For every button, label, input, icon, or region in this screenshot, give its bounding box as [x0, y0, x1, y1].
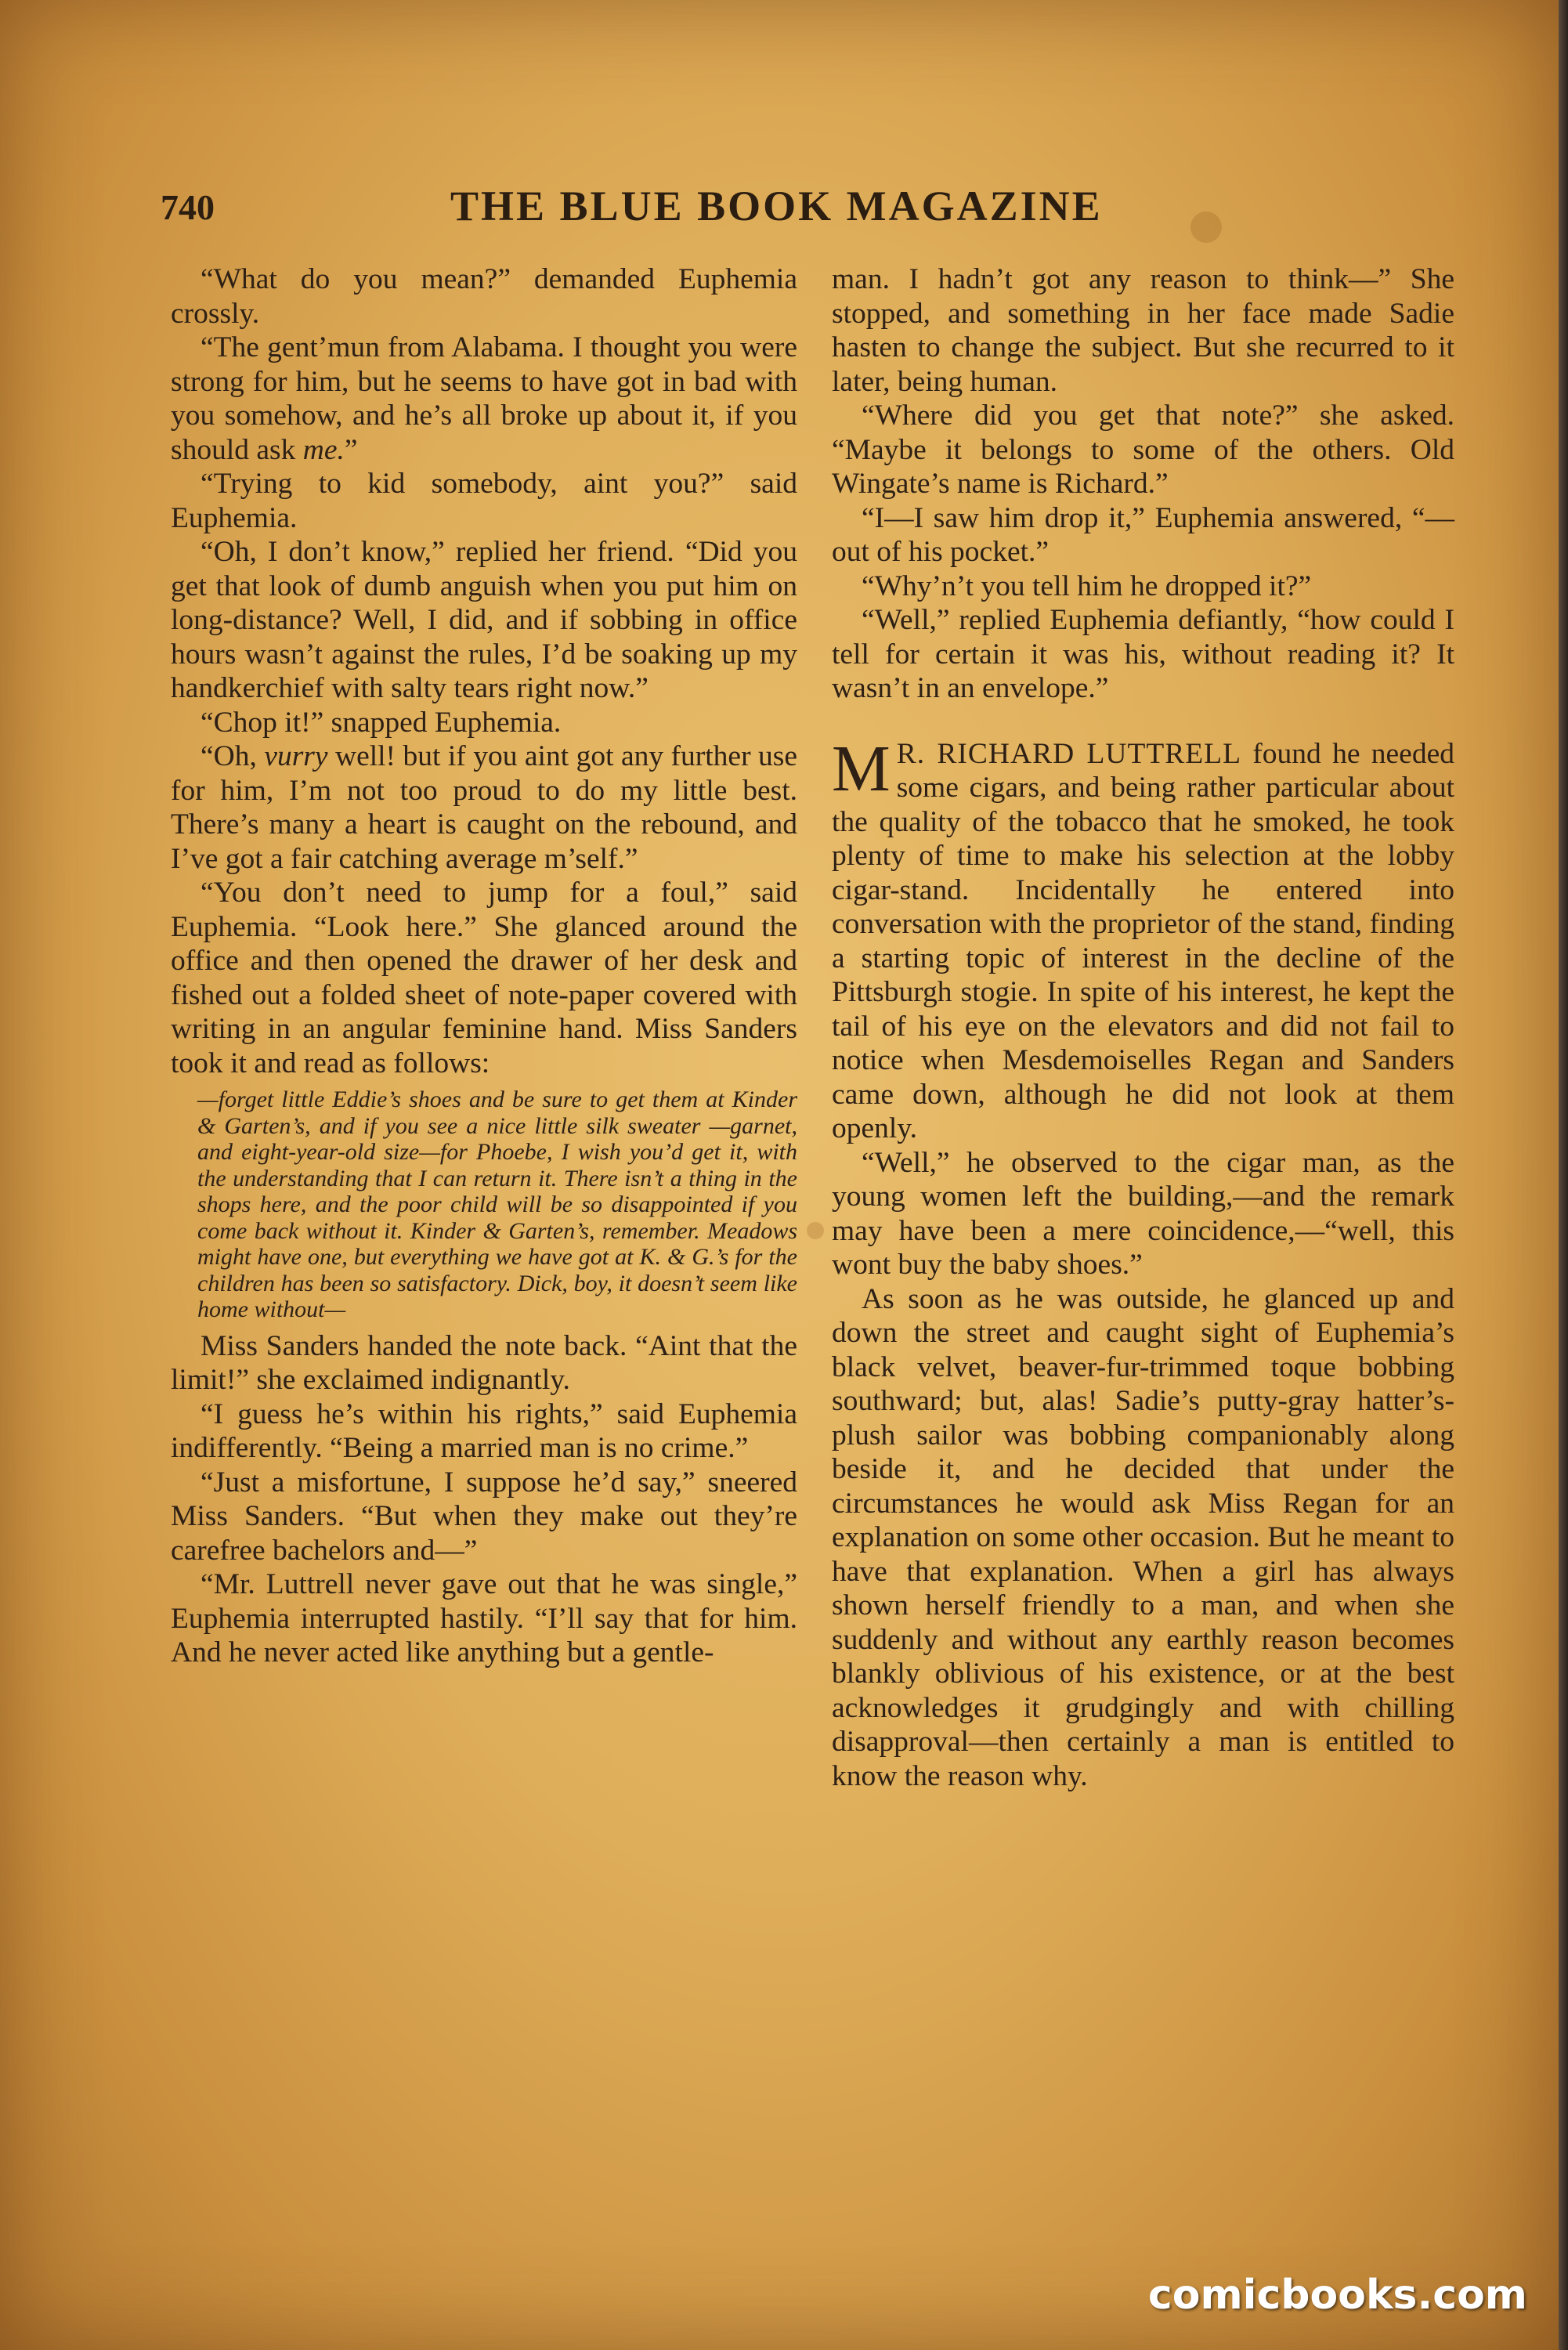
emphasis: vurry [264, 740, 328, 772]
paper-stain [807, 1222, 824, 1239]
paragraph: “I guess he’s within his rights,” said Euphemia indifferently. “Being a married man is no crime.” [171, 1397, 797, 1464]
section-opening-paragraph [832, 732, 1454, 1146]
right-column [832, 262, 1454, 1793]
paragraph [171, 739, 797, 876]
page-header [161, 179, 1445, 249]
drop-cap: M [832, 732, 891, 805]
paragraph: man. I hadn’t got any reason to think—” She stopped, and something in her face made Sadie hasten to change the subject. But she recurred to it later, being human. [832, 263, 1454, 398]
paragraph-text: “Oh, [201, 740, 265, 772]
running-title: THE BLUE BOOK MAGAZINE [450, 183, 1103, 230]
emphasis: me. [302, 433, 345, 466]
page-number: 740 [161, 187, 215, 227]
paragraph-text: “The gent’mun from Alabama. I thought you were strong for him, but he seems to have got in bad with you somehow, and he’s all broke up about it, if you should ask [171, 331, 797, 466]
paragraph: “Mr. Luttrell never gave out that he was single,” Euphemia interrupted hastily. “I’ll say that for him. And he never acted like anything but a gentle- [171, 1568, 797, 1668]
paragraph: “Trying to kid somebody, aint you?” said Euphemia. [171, 468, 797, 534]
paragraph: “Well,” he observed to the cigar man, as the young women left the building,—and the remark may have been a mere coincidence,—“well, this wont buy the baby shoes.” [832, 1146, 1454, 1281]
small-caps-lead: R. RICHARD LUTTRELL [896, 737, 1241, 770]
paragraph-text: ” [344, 433, 358, 466]
paragraph: “Why’n’t you tell him he dropped it?” [862, 569, 1312, 602]
paragraph: “Chop it!” snapped Euphemia. [201, 706, 562, 739]
watermark-text: comicbooks.com [1147, 2272, 1527, 2319]
paragraph: “You don’t need to jump for a foul,” said Euphemia. “Look here.” She glanced around the office and then opened the drawer of her desk and fished out a folded sheet of note-paper covered with writing in an angular feminine hand. Miss Sanders took it and read as follows: [171, 877, 797, 1079]
paragraph-text: found he needed some cigars, and being rather particular about the quality of the tobacco that he smoked, he took plenty of time to make his selection at the lobby cigar-stand. Incidentally he entered into conversation with the proprietor of the stand, finding a starting topic of interest in the decline of the Pittsburgh stogie. In spite of his interest, he kept the tail of his eye on the elevators and did not fail to notice when Mesdemoiselles Regan and Sanders came down, although he did not look at them openly. [832, 737, 1454, 1144]
paragraph: Miss Sanders handed the note back. “Aint that the limit!” she exclaimed indignantly. [171, 1329, 797, 1396]
paragraph-text: well! but if you aint got any further use for him, I’m not too proud to do my little best. There’s many a heart is caught on the rebound, and I’ve got a fair catching average m’self.” [171, 740, 798, 875]
paragraph: “Well,” replied Euphemia defiantly, “how could I tell for certain it was his, without reading it? It wasn’t in an envelope.” [832, 604, 1454, 704]
paragraph: “Where did you get that note?” she asked. “Maybe it belongs to some of the others. Old Wingate’s name is Richard.” [832, 400, 1454, 500]
left-column [171, 262, 797, 1670]
paragraph [171, 331, 797, 467]
paragraph: “Just a misfortune, I suppose he’d say,” sneered Miss Sanders. “But when they make out they’re carefree bachelors and—” [171, 1466, 797, 1567]
paragraph: “I—I saw him drop it,” Euphemia answered, “—out of his pocket.” [832, 501, 1454, 568]
quoted-letter: —forget little Eddie’s shoes and be sure to get them at Kinder & Garten’s, and if you see a nice little silk sweater —garnet, and eight-year-old size—for Phoebe, I wish you’d get it, with the understanding that I can return it. There isn’t a thing in the shops here, and the poor child will be so disappointed if you come back without it. Kinder & Garten’s, remember. Meadows might have one, but everything we have got at K. & G.’s for the children has been so satisfactory. Dick, boy, it doesn’t seem like home without— [197, 1086, 797, 1322]
paragraph: “What do you mean?” demanded Euphemia crossly. [171, 263, 797, 330]
section-break [832, 706, 1454, 737]
page-edge [1559, 0, 1568, 2350]
paragraph: “Oh, I don’t know,” replied her friend. “Did you get that look of dumb anguish when you put him on long-distance? Well, I did, and if sobbing in office hours wasn’t against the rules, I’d be soaking up my handkerchief with salty tears right now.” [171, 536, 797, 704]
paragraph: As soon as he was outside, he glanced up and down the street and caught sight of Euphemia’s black velvet, beaver-fur-trimmed toque bobbing southward; but, alas! Sadie’s putty-gray hatter’s-plush sailor was bobbing companionably along beside it, and he decided that under the circumstances he would ask Miss Regan for an explanation on some other occasion. But he meant to have that explanation. When a girl has always shown herself friendly to a man, and when she suddenly and without any earthly reason becomes blankly oblivious of his existence, or at the best acknowledges it grudgingly and with chilling disapproval—then certainly a man is entitled to know the reason why. [832, 1282, 1454, 1792]
